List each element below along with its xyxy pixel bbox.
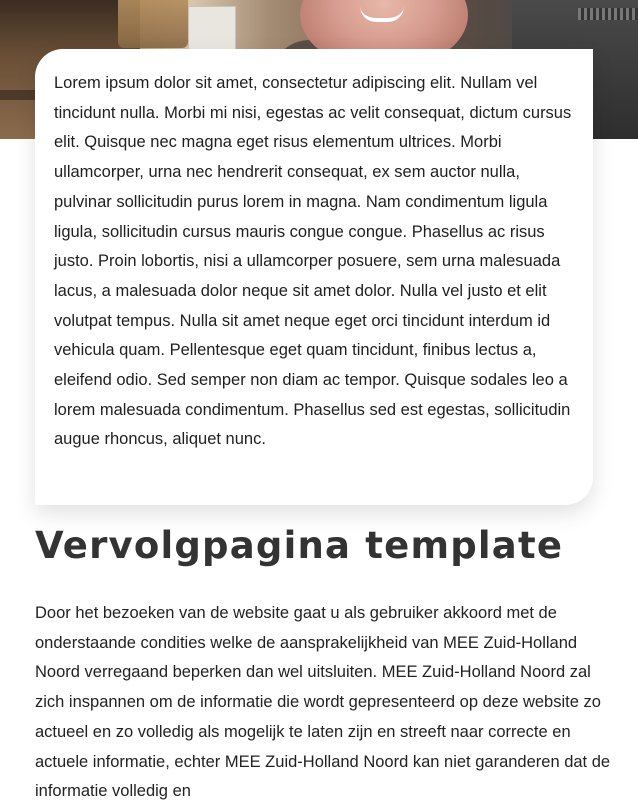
hero-utensil-holder	[118, 0, 188, 48]
intro-card	[35, 49, 593, 505]
intro-card-text: Lorem ipsum dolor sit amet, consectetur adipiscing elit. Nullam vel tincidunt nulla. Morbi mi nisi, egestas ac velit consequat, dictum cursus elit. Quisque nec magna eget risus elementum ultrices. Morbi ullamcorper, urna nec hendrerit consequat, ex sem auctor nulla, pulvinar sollicitudin purus lorem in magna. Nam condimentum ligula ligula, sollicitudin cursus mauris congue congue. Phasellus ac risus justo. Proin lobortis, nisi a ullamcorper posuere, sem urna malesuada lacus, a malesuada dolor neque sit amet dolor. Nulla vel justo et elit volutpat tempus. Nulla sit amet neque eget orci tincidunt interdum id vehicula quam. Pellentesque eget quam tincidunt, finibus lectus a, eleifend odio. Sed semper non diam ac tempor. Quisque sodales leo a lorem malesuada condimentum. Phasellus sed est egestas, sollicitudin augue rhoncus, aliquet nunc.	[54, 74, 572, 449]
page-title: Vervolgpagina template	[35, 524, 564, 567]
hero-appliance-vent	[578, 8, 638, 20]
hero-paper-note	[188, 6, 236, 50]
page-body-text: Door het bezoeken van de website gaat u als gebruiker akkoord met de onderstaande condities welke de aansprakelijkheid van MEE Zuid-Holland Noord verregaand beperken dan wel uitsluiten. MEE Zuid-Holland Noord zal zich inspannen om de informatie die wordt gepresenteerd op deze website zo actueel en zo volledig als mogelijk te laten zijn en streeft naar correcte en actuele informatie, echter MEE Zuid-Holland Noord kan niet garanderen dat de informatie volledig en	[35, 604, 611, 801]
